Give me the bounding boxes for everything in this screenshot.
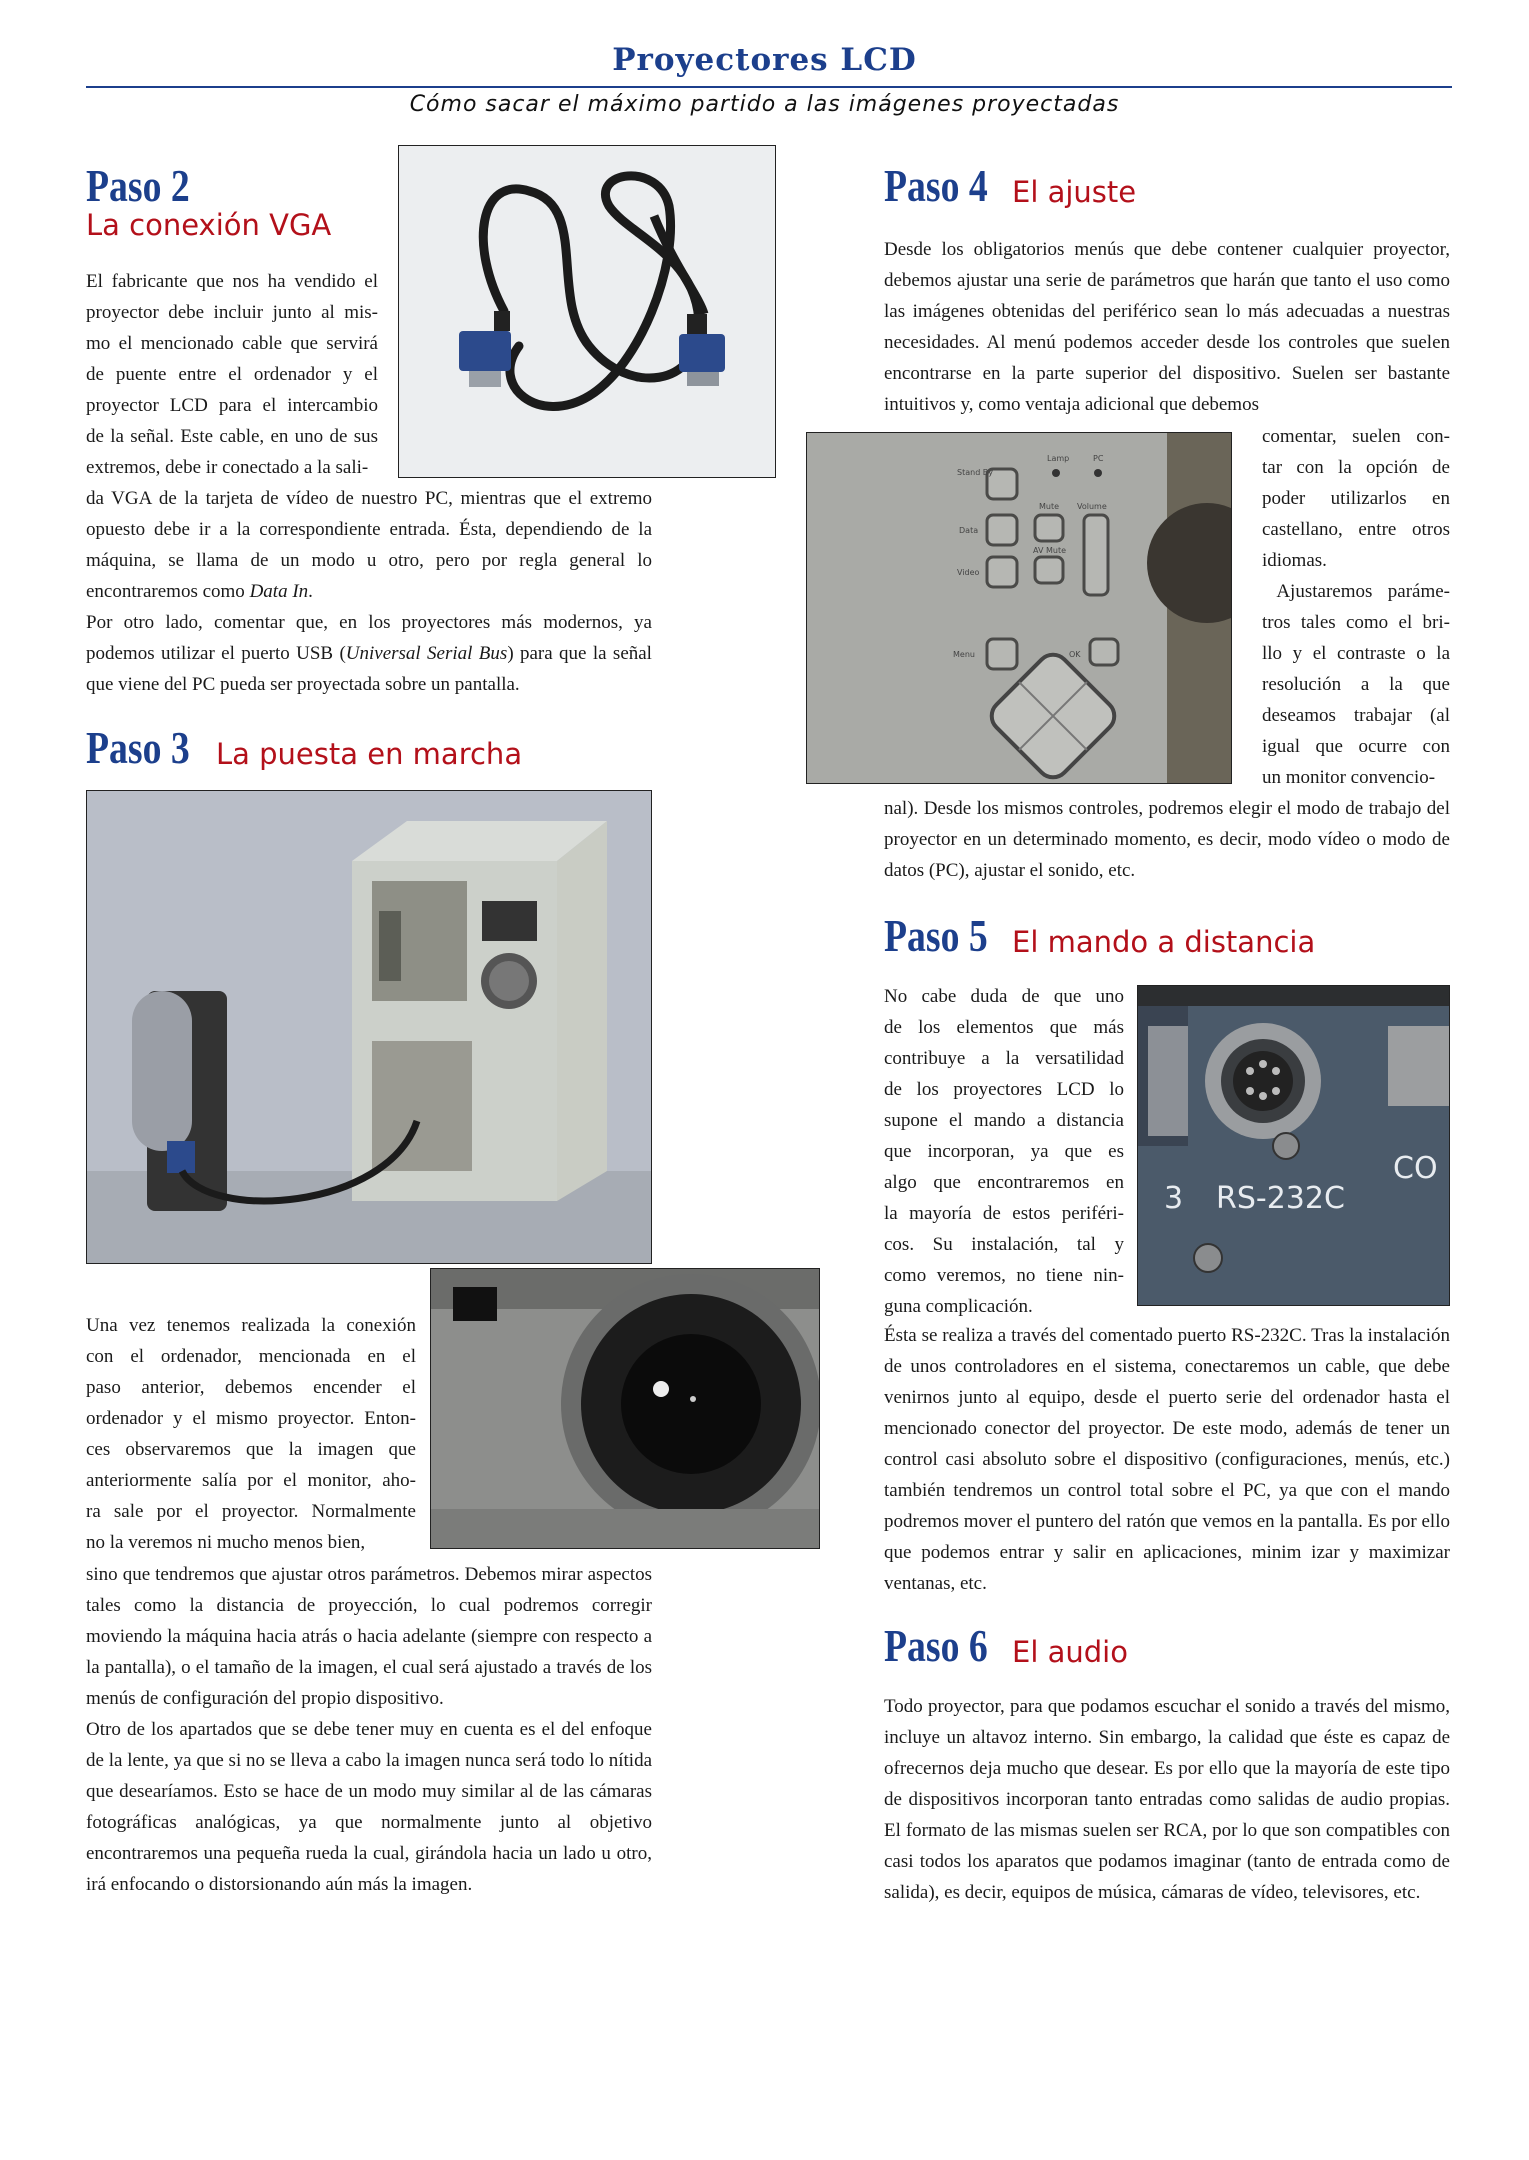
paso3-narrow-text bbox=[86, 1310, 416, 1558]
paso4-line: poder utilizarlos en bbox=[1262, 488, 1450, 509]
paso3-line: ra sale por el proyector. Normalmente bbox=[86, 1501, 416, 1522]
paso4-body-2: nal). Desde los mismos controles, podremos elegir el modo de trabajo del proyector en un determinado momento, es decir, modo vídeo o modo de datos (PC), ajustar el sonido, etc. bbox=[884, 798, 1450, 881]
paso5-heading bbox=[884, 910, 988, 962]
port-digit-label: 3 bbox=[1164, 1181, 1184, 1216]
paso3-heading-text: Paso 3 bbox=[86, 722, 190, 773]
paso5-line: No cabe duda de que uno bbox=[884, 986, 1124, 1007]
paso5-line: algo que encontraremos en bbox=[884, 1172, 1124, 1193]
page-subtitle: Cómo sacar el máximo partido a las imágenes proyectadas bbox=[409, 92, 1120, 117]
paso4-line: tar con la opción de bbox=[1262, 457, 1450, 478]
co-label: CO bbox=[1393, 1151, 1438, 1186]
panel-label-lamp: Lamp bbox=[1047, 454, 1070, 463]
paso2-usb: Universal Serial Bus bbox=[345, 643, 508, 664]
paso5-line: de los proyectores LCD lo bbox=[884, 1079, 1124, 1100]
paso5-line: supone el mando a distancia bbox=[884, 1110, 1124, 1131]
paso5-line: que incorporan, ya que es bbox=[884, 1141, 1124, 1162]
paso5-line: cos. Su instalación, tal y bbox=[884, 1234, 1124, 1255]
paso5-line: contribuye a la versatilidad bbox=[884, 1048, 1124, 1069]
panel-label-standby: Stand By bbox=[957, 468, 994, 477]
panel-label-av-mute: AV Mute bbox=[1033, 546, 1067, 555]
panel-label-pc: PC bbox=[1093, 454, 1104, 463]
paso3-body-1: sino que tendremos que ajustar otros parámetros. Debemos mirar aspectos tales como la distancia de proyección, lo cual podremos corregir moviendo la máquina hacia atrás o hacia adelante (siempre con respecto a la pantalla), o el tamaño de la imagen, el cual será ajustado a través de los menús de configuración del propio dispositivo. bbox=[86, 1564, 652, 1709]
paso2-line: proyector LCD para el intercambio bbox=[86, 395, 378, 416]
paso2-data-in: Data In bbox=[249, 581, 309, 602]
paso3-line: paso anterior, debemos encender el bbox=[86, 1377, 416, 1398]
panel-label-data: Data bbox=[959, 526, 979, 535]
paso3-line: no la veremos ni mucho menos bien, bbox=[86, 1532, 366, 1553]
header-divider bbox=[86, 86, 1452, 88]
paso4-heading bbox=[884, 160, 988, 212]
paso5-heading-text: Paso 5 bbox=[884, 910, 988, 961]
paso5-line: de los elementos que más bbox=[884, 1017, 1124, 1038]
vga-cable-photo bbox=[398, 145, 776, 478]
projector-lens-photo bbox=[430, 1268, 820, 1549]
paso4-line: comentar, suelen con- bbox=[1262, 426, 1450, 447]
paso4-line: deseamos trabajar (al bbox=[1262, 705, 1450, 726]
paso4-subtitle: El ajuste bbox=[1012, 175, 1137, 209]
paso5-wide-text bbox=[884, 1320, 1450, 1599]
paso4-line: Ajustaremos paráme- bbox=[1262, 581, 1450, 602]
paso2-line: de puente entre el ordenador y el bbox=[86, 364, 378, 385]
paso3-line: Una vez tenemos realizada la conexión bbox=[86, 1315, 416, 1336]
paso2-line: El fabricante que nos ha vendido el bbox=[86, 271, 378, 292]
paso4-line: igual que ocurre con bbox=[1262, 736, 1450, 757]
paso5-subtitle: El mando a distancia bbox=[1012, 925, 1316, 959]
paso3-line: anteriormente salía por el monitor, aho- bbox=[86, 1470, 416, 1491]
paso4-line: un monitor convencio- bbox=[1262, 767, 1436, 788]
paso4-narrow-text bbox=[1262, 421, 1450, 793]
paso4-line: tros tales como el bri- bbox=[1262, 612, 1450, 633]
rs232c-label: RS-232C bbox=[1216, 1181, 1345, 1216]
paso5-line: la mayoría de estos periféri- bbox=[884, 1203, 1124, 1224]
paso6-subtitle: El audio bbox=[1012, 1635, 1128, 1669]
paso2-heading bbox=[86, 160, 190, 212]
paso2-narrow-text bbox=[86, 266, 378, 483]
paso4-body-1: Desde los obligatorios menús que debe contener cualquier proyector, debemos ajustar una serie de parámetros que harán que tanto el uso como las imágenes obtenidas del periférico sean lo más adecuadas a nuestras necesidades. Al menú podemos acceder desde los controles que suelen encontrarse en la parte superior del dispositivo. Suelen ser bastante intuitivos y, como ventaja adicional que debemos bbox=[884, 239, 1450, 415]
paso4-wide-text-2 bbox=[884, 793, 1450, 886]
paso4-wide-text-1 bbox=[884, 234, 1450, 420]
paso3-body-2: Otro de los apartados que se debe tener muy en cuenta es el del enfoque de la lente, ya que si no se lleva a cabo la imagen nunca será todo lo nítida que desearíamos. Esto se hace de un modo muy similar al de las cámaras fotográficas analógicas, ya que normalmente junto al objetivo encontraremos una pequeña rueda la cual, girándola hacia un lado u otro, irá enfocando o distorsionando aún más la imagen. bbox=[86, 1719, 652, 1895]
paso2-wide-text: da VGA de la tarjeta de vídeo de nuestro PC, mientras que el extremo opuesto debe ir a la correspondiente entrada. Ésta, dependiendo de la máquina, se llama de un modo u otro, pero por regla general lo encontraremos como Data In. Por otro lado, comentar que, en los proyectores más modernos, ya podemos utilizar el puerto USB (Universal Serial Bus) para que la señal que viene del PC pueda ser proyectada sobre un pantalla. bbox=[86, 488, 652, 695]
paso3-wide-text bbox=[86, 1559, 652, 1900]
paso2-line: de la señal. Este cable, en uno de sus bbox=[86, 426, 378, 447]
paso3-heading bbox=[86, 722, 190, 774]
panel-label-menu: Menu bbox=[953, 650, 975, 659]
paso4-line: llo y el contraste o la bbox=[1262, 643, 1450, 664]
paso5-line: como veremos, no tiene nin- bbox=[884, 1265, 1124, 1286]
paso3-line: con el ordenador, mencionada en el bbox=[86, 1346, 416, 1367]
paso6-wide-text bbox=[884, 1691, 1450, 1908]
panel-label-volume: Volume bbox=[1077, 502, 1107, 511]
paso6-body-1: Todo proyector, para que podamos escuchar el sonido a través del mismo, incluye un altavoz interno. Sin embargo, la calidad que éste es capaz de ofrecernos deja mucho que desear. Es por ello que la mayoría de este tipo de dispositivos incorporan tanto entradas como salidas de audio propias. El formato de las mismas suelen ser RCA, por lo que son compatibles con casi todos los aparatos que podamos imaginar (tanto de entrada como de salida), es decir, equipos de música, cámaras de vídeo, televisores, etc. bbox=[884, 1696, 1450, 1903]
paso4-heading-text: Paso 4 bbox=[884, 160, 988, 211]
paso3-line: ordenador y el mismo proyector. Enton- bbox=[86, 1408, 416, 1429]
paso3-line: ces observaremos que la imagen que bbox=[86, 1439, 416, 1460]
paso5-body-1: Ésta se realiza a través del comentado puerto RS-232C. Tras la instalación de unos controladores en el sistema, conectaremos un cable, que debe venirnos junto al equipo, desde el puerto serie del ordenador hasta el mencionado conector del proyector. De este modo, además de tener un control casi absoluto sobre el dispositivo (configuraciones, menús, etc.) también tendremos un control total sobre el PC, ya que con el mando podremos mover el puntero del ratón que vemos en la pantalla. Es por ello que podemos entrar y salir en aplicaciones, minim izar y maximizar ventanas, etc. bbox=[884, 1325, 1450, 1594]
pc-tower-photo bbox=[86, 790, 652, 1264]
paso2-body-3: ) para que la señal que viene del PC pueda ser proyectada sobre un pantalla. bbox=[86, 643, 652, 695]
paso2-line: extremos, debe ir conectado a la sali- bbox=[86, 457, 369, 478]
projector-control-panel-photo bbox=[806, 432, 1232, 784]
paso5-narrow-text bbox=[884, 981, 1124, 1322]
paso2-heading-text: Paso 2 bbox=[86, 160, 190, 211]
paso5-line: guna complicación. bbox=[884, 1296, 1033, 1317]
panel-label-mute: Mute bbox=[1039, 502, 1060, 511]
panel-label-video: Video bbox=[957, 568, 980, 577]
paso2-body-1: da VGA de la tarjeta de vídeo de nuestro PC, mientras que el extremo opuesto debe ir a la correspondiente entrada. Ésta, dependiendo de la máquina, se llama de un modo u otro, pero por regla general lo encontraremos como bbox=[86, 488, 652, 602]
paso4-line: idiomas. bbox=[1262, 550, 1327, 571]
panel-label-ok: OK bbox=[1069, 650, 1081, 659]
page-title: Proyectores LCD bbox=[612, 42, 917, 78]
paso3-subtitle: La puesta en marcha bbox=[216, 737, 523, 771]
paso6-heading-text: Paso 6 bbox=[884, 1620, 988, 1671]
paso6-heading bbox=[884, 1620, 988, 1672]
paso4-line: castellano, entre otros bbox=[1262, 519, 1450, 540]
paso4-line: resolución a la que bbox=[1262, 674, 1450, 695]
rs232c-port-photo bbox=[1137, 985, 1450, 1306]
paso2-line: mo el mencionado cable que servirá bbox=[86, 333, 378, 354]
paso2-subtitle: La conexión VGA bbox=[86, 208, 332, 242]
paso2-line: proyector debe incluir junto al mis- bbox=[86, 302, 378, 323]
paso2-body-2: Por otro lado, comentar que, en los proyectores más modernos, ya podemos utilizar el puerto USB ( bbox=[86, 612, 652, 664]
